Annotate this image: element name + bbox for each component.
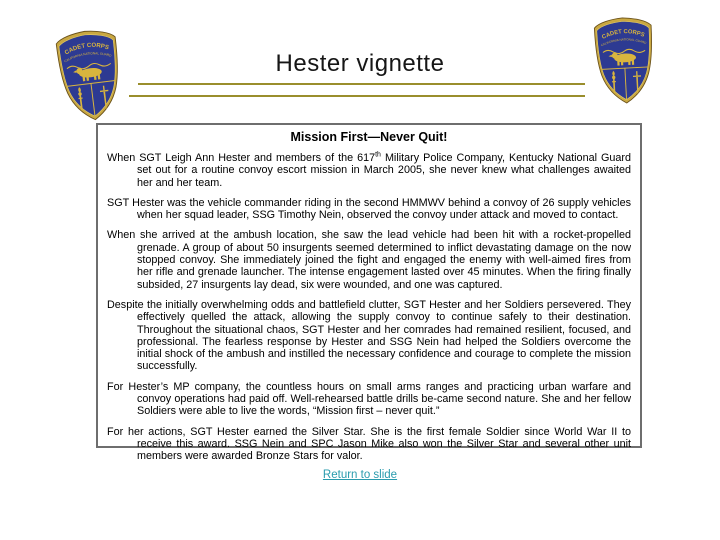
paragraph <box>107 152 631 189</box>
paragraph-text: Military Police Company, Kentucky National Guard set out for a routine convoy escort mission in March 2005, she never knew what challenges awaited her and her team. <box>137 152 631 189</box>
title-underline-bottom <box>129 95 585 97</box>
ordinal-superscript: th <box>375 151 381 159</box>
crest-arc-text-top: CADET CORPS <box>601 29 646 41</box>
page-title: Hester vignette <box>275 50 445 77</box>
title-underline-top <box>138 83 585 85</box>
crest-arc-text-bottom: CALIFORNIA NATIONAL GUARD <box>63 51 112 64</box>
paragraph: For Hester’s MP company, the countless hours on small arms ranges and practicing urban warfare and convoy operations had paid off. Well-rehearsed battle drills be-came second nature. She and her fellow Soldiers were able to live the words, “Mission first – never quit.” <box>107 380 631 418</box>
paragraph: For her actions, SGT Hester earned the Silver Star. She is the first female Soldier since World War II to receive this award. SSG Nein and SPC Jason Mike also won the Silver Star and several other unit members were awarded Bronze Stars for valor. <box>107 425 631 463</box>
paragraph-text: When SGT Leigh Ann Hester and members of the 617 <box>107 152 376 164</box>
paragraph: SGT Hester was the vehicle commander riding in the second HMMWV behind a convoy of 26 supply vehicles when her squad leader, SSG Timothy Nein, observed the convoy under attack and moved to contact. <box>107 196 631 222</box>
crest-arc-text-bottom: CALIFORNIA NATIONAL GUARD <box>600 37 647 48</box>
paragraph: Despite the initially overwhelming odds and battlefield clutter, SGT Hester and her Soldiers persevered. They effectively quelled the attack, allowing the supply convoy to continue safely to their destination. Throughout the situational chaos, SGT Hester and her comrades had remained resilient, focused, and professional. The fearless response by Hester and SSG Nein had helped the Soldiers overcome the initial shock of the ambush and instilled the necessary confidence and courage to complete the mission successfully. <box>107 298 631 373</box>
crest-arc-text-top: CADET CORPS <box>63 41 110 57</box>
return-to-slide-link[interactable]: Return to slide <box>322 469 398 481</box>
box-heading: Mission First—Never Quit! <box>290 130 448 144</box>
vignette-text-box <box>96 123 642 463</box>
paragraph: When she arrived at the ambush location, she saw the lead vehicle had been hit with a rocket-propelled grenade. A group of about 50 insurgents seemed determined to inflict devastating damage on the now stopped convoy. She immediately joined the fight and engaged the enemy with well-aimed fires from her rifle and grenade launcher. The intense engagement lasted over 45 minutes. When the firing finally subsided, 27 insurgents lay dead, six were wounded, and one was captured. <box>107 229 631 291</box>
